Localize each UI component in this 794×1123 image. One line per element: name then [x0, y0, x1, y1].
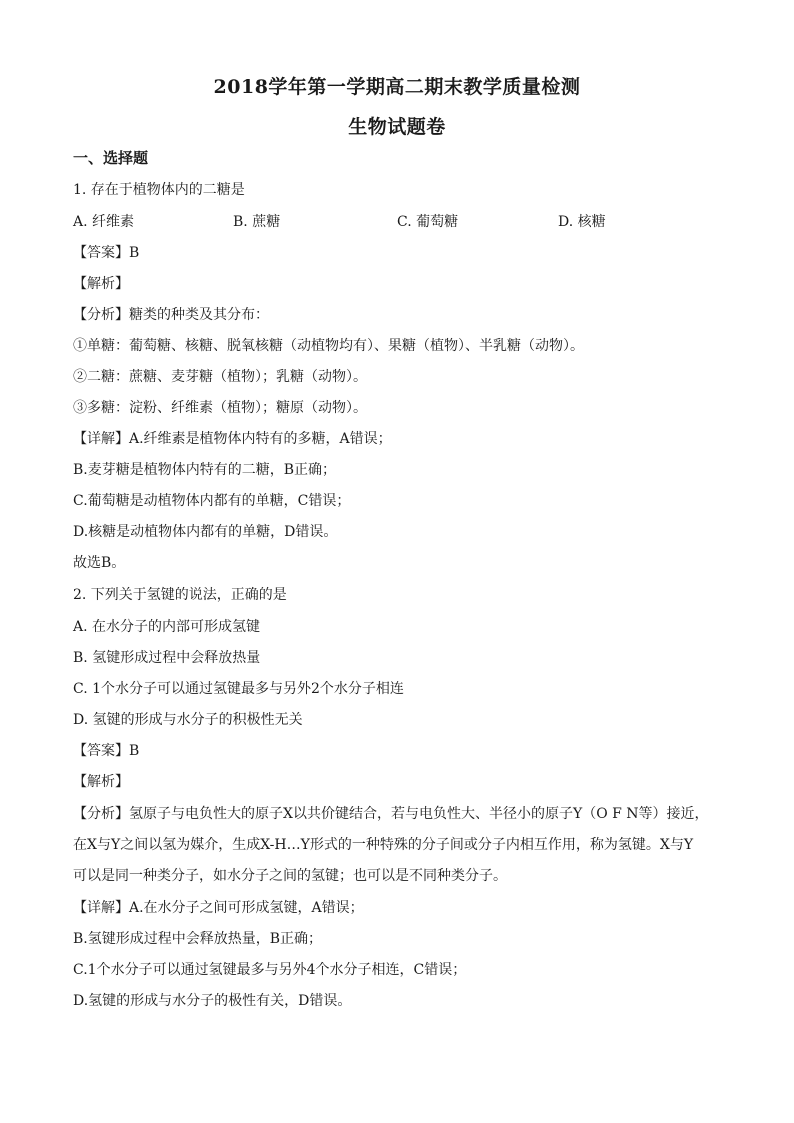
q1-option-a: A. 纤维素 — [73, 214, 135, 230]
q1-fenxi-line: ③多糖：淀粉、纤维素（植物）；糖原（动物）。 — [73, 400, 367, 416]
question-2-stem: 2. 下列关于氢键的说法，正确的是 — [73, 587, 287, 603]
q1-xiangjie-line: C.葡萄糖是动植物体内都有的单糖，C错误； — [73, 493, 351, 509]
q1-option-d: D. 核糖 — [558, 214, 606, 230]
q2-fenxi-line: 在X与Y之间以氢为媒介，生成X-H…Y形式的一种特殊的分子间或分子内相互作用，称为氢键。X与Y — [73, 837, 694, 853]
q1-option-c: C. 葡萄糖 — [397, 214, 459, 230]
page-subtitle: 生物试题卷 — [348, 116, 446, 138]
q2-xiangjie-line: C.1个水分子可以通过氢键最多与另外4个水分子相连，C错误； — [73, 962, 467, 978]
q1-answer: 【答案】B — [73, 245, 140, 261]
q2-fenxi-line: 可以是同一种类分子，如水分子之间的氢键；也可以是不同种类分子。 — [73, 868, 507, 884]
q2-xiangjie-line: B.氢键形成过程中会释放热量，B正确； — [73, 931, 323, 947]
q1-fenxi: 【分析】糖类的种类及其分布： — [73, 307, 269, 323]
question-1-stem: 1. 存在于植物体内的二糖是 — [73, 182, 245, 198]
q2-xiangjie-line: 【详解】A.在水分子之间可形成氢键，A错误； — [73, 900, 364, 916]
page-title: 2018学年第一学期高二期末教学质量检测 — [213, 76, 581, 98]
q1-fenxi-line: ②二糖：蔗糖、麦芽糖（植物）；乳糖（动物）。 — [73, 369, 367, 385]
q2-option-c: C. 1个水分子可以通过氢键最多与另外2个水分子相连 — [73, 681, 404, 697]
q2-answer: 【答案】B — [73, 743, 140, 759]
q2-xiangjie-line: D.氢键的形成与水分子的极性有关，D错误。 — [73, 993, 352, 1009]
q1-analysis-tag: 【解析】 — [73, 276, 129, 292]
q2-option-b: B. 氢键形成过程中会释放热量 — [73, 650, 261, 666]
q1-xiangjie-line: B.麦芽糖是植物体内特有的二糖，B正确； — [73, 462, 337, 478]
section-heading: 一、选择题 — [73, 149, 149, 167]
q1-fenxi-line: ①单糖：葡萄糖、核糖、脱氧核糖（动植物均有）、果糖（植物）、半乳糖（动物）。 — [73, 338, 584, 354]
q2-analysis-tag: 【解析】 — [73, 774, 129, 790]
q2-option-d: D. 氢键的形成与水分子的积极性无关 — [73, 712, 303, 728]
q1-xiangjie: 【详解】A.纤维素是植物体内特有的多糖，A错误； — [73, 431, 392, 447]
q1-option-b: B. 蔗糖 — [233, 214, 281, 230]
q2-fenxi-line: 【分析】氢原子与电负性大的原子X以共价键结合，若与电负性大、半径小的原子Y（O F N等）接近， — [73, 806, 709, 822]
q1-xiangjie-line: D.核糖是动植物体内都有的单糖，D错误。 — [73, 524, 338, 540]
q2-option-a: A. 在水分子的内部可形成氢键 — [73, 619, 261, 635]
q1-conclusion: 故选B。 — [73, 555, 126, 571]
